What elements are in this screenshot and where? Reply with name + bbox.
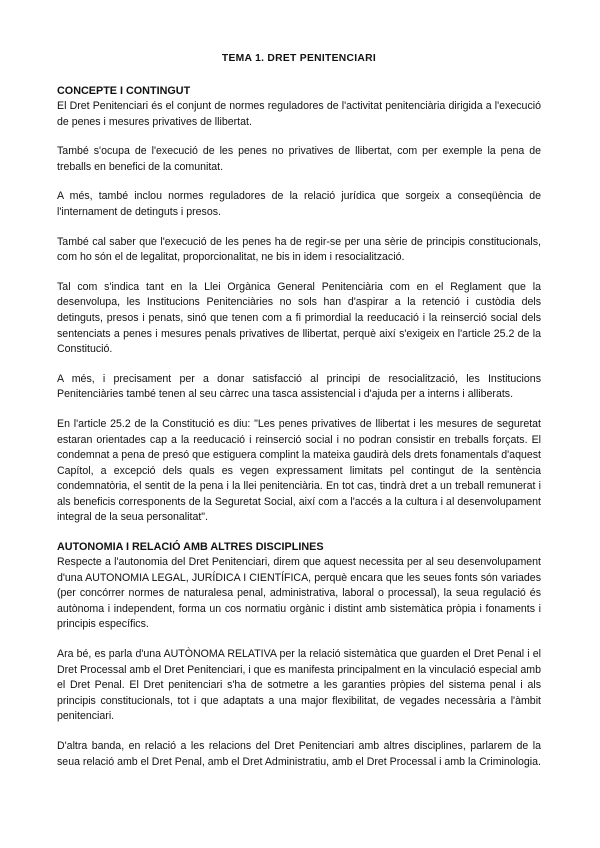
section-heading: CONCEPTE I CONTINGUT bbox=[57, 85, 191, 97]
document-title: TEMA 1. DRET PENITENCIARI bbox=[221, 53, 377, 64]
section-autonomia bbox=[57, 540, 541, 770]
paragraph: A més, també inclou normes reguladores de la relació jurídica que sorgeix a conseqüència de l'internament de detinguts i presos. bbox=[57, 190, 541, 218]
paragraph: En l'article 25.2 de la Constitució es diu: "Les penes privatives de llibertat i les mesures de seguretat estaran orientades cap a la reeducació i reinserció social i no podran consistir en treballs forçats. El condemnat a pena de presó que estiguera complint la mateixa gaudirà dels drets fonamentals d'aquest Capítol, a excepció dels quals es vegen expressament limitats pel contingut de la sentència condemnatòria, el sentit de la pena i la llei penitenciària. En tot cas, tindrà dret a un treball remunerat i als beneficis corresponents de la Seguretat Social, així com a l'accés a la cultura i al desenvolupament integral de la seua personalitat". bbox=[57, 417, 541, 524]
paragraph: També cal saber que l'execució de les penes ha de regir-se per una sèrie de principis constitucionals, com ho són el de legalitat, proporcionalitat, ne bis in idem i resocialització. bbox=[57, 235, 541, 264]
paragraph: A més, i precisament per a donar satisfacció al principi de resocialització, les Institucions Penitenciàries també tenen al seu càrrec una tasca assistencial i d'ajuda per a interns i alliberats. bbox=[57, 372, 541, 401]
section-heading: AUTONOMIA I RELACIÓ AMB ALTRES DISCIPLINES bbox=[57, 541, 324, 554]
paragraph: Tal com s'indica tant en la Llei Orgànica General Penitenciària com en el Reglament que la desenvolupa, les Institucions Penitenciàries no sols han d'aspirar a la retenció i custòdia dels detinguts, presos i penats, sinó que tenen com a fi primordial la reeducació i la reinserció social dels sentenciats a penes i mesures penals privatives de llibertat, perquè així s'exigeix en l'article 25.2 de la Constitució. bbox=[57, 280, 541, 356]
paragraph: El Dret Penitenciari és el conjunt de normes reguladores de l'activitat penitenciària dirigida a l'execució de penes i mesures privatives de llibertat. bbox=[57, 100, 541, 128]
paragraph: Respecte a l'autonomia del Dret Penitenciari, direm que aquest necessita per al seu desenvolupament d'una AUTONOMIA LEGAL, JURÍDICA I CIENTÍFICA, perquè encara que les seues fonts són variades (per concórrer normes de naturalesa penal, administrativa, laboral o processal), la seua regulació és autònoma i independent, forma un cos normatiu orgànic i distint amb sistemàtica pròpia i fonaments i principis específics. bbox=[57, 556, 541, 631]
paragraph: També s'ocupa de l'execució de les penes no privatives de llibertat, com per exemple la pena de treballs en benefici de la comunitat. bbox=[57, 145, 541, 173]
document-page bbox=[57, 52, 541, 784]
section-concepte bbox=[57, 84, 541, 526]
paragraph: Ara bé, es parla d'una AUTÒNOMA RELATIVA per la relació sistemàtica que guarden el Dret Penal i el Dret Processal amb el Dret Penitenciari, i que es manifesta principalment en la vinculació especial amb el Dret Penal. El Dret penitenciari s'ha de sotmetre a les garanties pròpies del sistema penal i als principis constitucionals, tot i que adaptats a una major flexibilitat, de vegades necessària a l'àmbit penitenciari. bbox=[57, 648, 542, 723]
paragraph: D'altra banda, en relació a les relacions del Dret Penitenciari amb altres disciplines, parlarem de la seua relació amb el Dret Penal, amb el Dret Administratiu, amb el Dret Processal i amb la Criminologia. bbox=[57, 740, 541, 768]
